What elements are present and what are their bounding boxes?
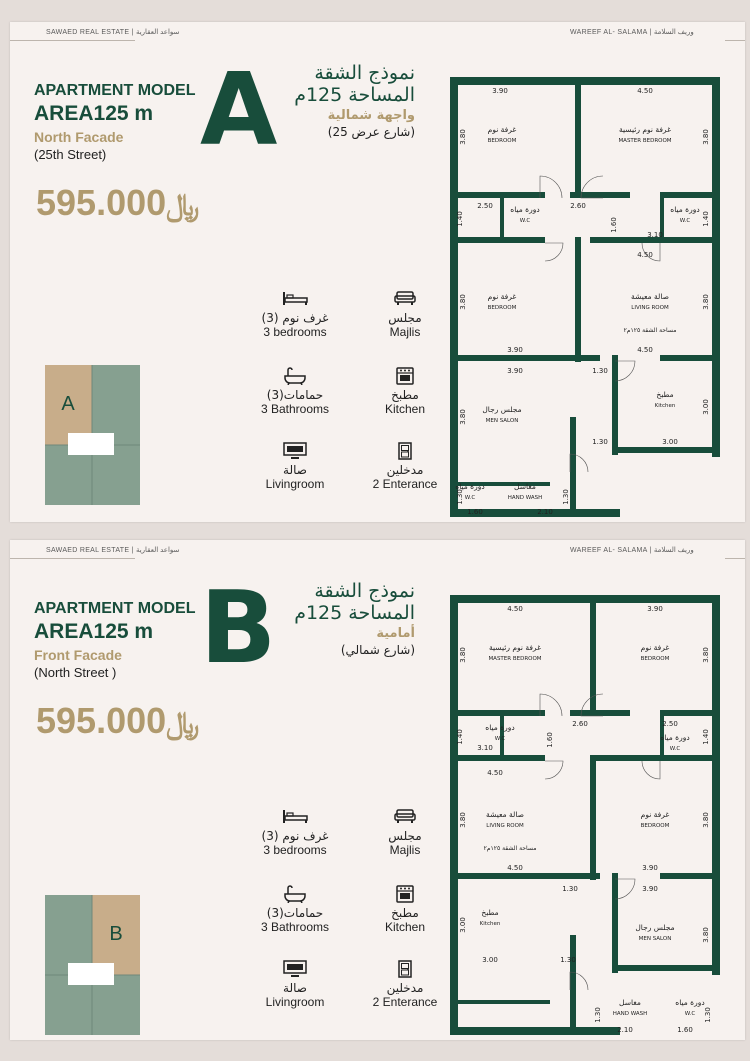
feature-label-en: 3 Bathrooms (260, 402, 330, 416)
wall (450, 77, 458, 517)
room-living-label-en: LIVING ROOM (631, 305, 669, 311)
apartment-area-note: مساحة الشقة ١٢٥م٢ (483, 845, 537, 852)
feature-label-ar: صالة (283, 463, 307, 477)
header-divider (10, 40, 135, 41)
feature-bathtub (240, 367, 350, 416)
wall (590, 755, 720, 761)
dimension: 1.30 (704, 1007, 712, 1023)
room-hand-wash-label-ar: مغاسل (514, 482, 536, 491)
dimension: 3.00 (482, 956, 498, 964)
feature-label-en: Livingroom (265, 477, 325, 491)
model-letter: B (200, 569, 277, 686)
feature-label-ar: مجلس (388, 311, 422, 325)
area-value: 125 m (93, 620, 154, 643)
room-wc-label-en: W.C (684, 1011, 696, 1017)
dimension: 3.80 (459, 812, 467, 828)
dimension: 3.80 (702, 294, 710, 310)
room-wc-label-ar: دورة مياه (455, 482, 485, 491)
title-arabic (294, 580, 415, 657)
room-bedroom-label-en: BEDROOM (487, 305, 517, 311)
dimension: 1.40 (456, 729, 464, 745)
feature-label-en: 2 Enterance (372, 995, 438, 1009)
feature-tv (240, 960, 350, 1009)
price-value: 595.000 (36, 700, 167, 741)
dimension: 3.10 (477, 744, 493, 752)
dimension: 3.90 (507, 367, 523, 375)
room-wc-label-ar: دورة مياه (675, 998, 705, 1007)
street-label-ar: (شارع شمالي) (340, 643, 415, 657)
room-men-salon-label-ar: مجلس رجال (635, 923, 675, 932)
wall (712, 595, 720, 975)
room-bedroom-label-en: BEDROOM (640, 823, 670, 829)
room-master-bedroom-label-ar: غرفة نوم رئيسية (619, 125, 671, 134)
page-model-a (10, 22, 745, 522)
features-grid (240, 808, 470, 1028)
dimension: 1.30 (592, 438, 608, 446)
wall (590, 755, 596, 880)
header-divider (725, 40, 745, 41)
feature-label-ar: غرف نوم (3) (261, 829, 329, 843)
header-right: WAREEF AL- SALAMA | وريف السلامة (570, 547, 694, 554)
room-wc-label-ar: دورة مياه (670, 205, 700, 214)
dimension: 1.30 (562, 489, 570, 505)
dimension: 1.30 (594, 1007, 602, 1023)
dimension: 3.80 (702, 647, 710, 663)
wall (570, 417, 576, 517)
room-men-salon-label-en: MEN SALON (485, 418, 519, 424)
bathtub-icon (240, 367, 350, 385)
area-label: AREA (34, 620, 94, 643)
dimension: 3.80 (459, 647, 467, 663)
dimension: 3.80 (459, 294, 467, 310)
dimension: 3.00 (702, 399, 710, 415)
feature-label-en: Majlis (389, 325, 421, 339)
feature-label-en: Kitchen (384, 920, 426, 934)
dimension: 4.50 (507, 864, 523, 872)
dimension: 3.80 (702, 129, 710, 145)
feature-label-en: 3 bedrooms (263, 843, 327, 857)
wall (450, 237, 545, 243)
feature-label-ar: حمامات(3) (266, 388, 324, 402)
dimension: 3.80 (459, 129, 467, 145)
wall (612, 965, 720, 971)
street-label: (25th Street) (34, 147, 107, 162)
room-wc-label-ar: دورة مياه (660, 733, 690, 742)
feature-bathtub (240, 885, 350, 934)
key-plan-graphic (45, 365, 140, 505)
key-plan-graphic (45, 895, 140, 1035)
room-kitchen-label-en: Kitchen (479, 921, 501, 927)
bed-icon (240, 808, 350, 826)
wall (590, 595, 596, 710)
room-kitchen-label-ar: مطبخ (481, 908, 499, 917)
dimension: 3.10 (647, 231, 663, 239)
dimension: 3.80 (459, 409, 467, 425)
feature-label-en: 2 Enterance (372, 477, 438, 491)
room-bedroom-label-en: BEDROOM (487, 138, 517, 144)
dimension: 2.10 (537, 508, 553, 516)
key-plan (45, 895, 140, 1035)
dimension: 2.50 (477, 202, 493, 210)
facade-label: North Facade (34, 129, 124, 145)
dimension: 1.40 (456, 211, 464, 227)
apartment-area-note: مساحة الشقة ١٢٥م٢ (623, 327, 677, 334)
room-wc-label-en: W.C (494, 736, 506, 742)
area-value: 125 m (93, 102, 154, 125)
wall (612, 873, 618, 973)
dimension: 4.50 (637, 87, 653, 95)
header-left: SAWAED REAL ESTATE | سواعد العقارية (46, 547, 180, 554)
dimension: 1.30 (560, 956, 576, 964)
wall (712, 77, 720, 457)
dimension: 2.50 (662, 720, 678, 728)
room-bedroom-label-ar: غرفة نوم (640, 643, 670, 652)
facade-label-ar: واجهة شمالية (327, 108, 415, 123)
currency-symbol: ﷼ (166, 189, 200, 222)
dimension: 3.00 (459, 917, 467, 933)
header-divider (725, 558, 745, 559)
wall (570, 192, 630, 198)
room-bedroom-label-ar: غرفة نوم (640, 810, 670, 819)
room-wc-label-en: W.C (669, 746, 681, 752)
feature-label-ar: مطبخ (391, 388, 419, 402)
dimension: 3.90 (507, 346, 523, 354)
dimension: 1.30 (562, 885, 578, 893)
feature-label-en: Kitchen (384, 402, 426, 416)
room-bedroom-label-ar: غرفة نوم (487, 125, 517, 134)
dimension: 1.60 (467, 508, 483, 516)
floor-plan (440, 77, 740, 522)
wall (450, 873, 600, 879)
dimension: 3.90 (642, 864, 658, 872)
dimension: 1.60 (610, 217, 618, 233)
dimension: 3.80 (702, 812, 710, 828)
dimension: 3.80 (702, 927, 710, 943)
key-plan-label: B (109, 923, 123, 945)
wall (660, 355, 720, 361)
model-label-ar: نموذج الشقة (314, 62, 415, 84)
dimension: 1.30 (456, 489, 464, 505)
dimension: 1.30 (592, 367, 608, 375)
model-label-ar: نموذج الشقة (314, 580, 415, 602)
dimension: 2.60 (572, 720, 588, 728)
wall (500, 198, 504, 237)
dimension: 2.60 (570, 202, 586, 210)
room-wc-label-ar: دورة مياه (485, 723, 515, 732)
door-swing (545, 243, 563, 261)
dimension: 3.90 (642, 885, 658, 893)
area-label-ar: المساحة 125م (294, 84, 415, 106)
feature-label-en: 3 Bathrooms (260, 920, 330, 934)
room-hand-wash-label-en: HAND WASH (612, 1011, 648, 1017)
price-value: 595.000 (36, 182, 167, 223)
area-label: AREA (34, 102, 94, 125)
feature-bed (240, 290, 350, 339)
feature-label-ar: حمامات(3) (266, 906, 324, 920)
room-hand-wash-label-en: HAND WASH (507, 495, 543, 501)
room-wc-label-en: W.C (519, 218, 531, 224)
page-model-b (10, 540, 745, 1040)
key-plan (45, 365, 140, 505)
wall (612, 355, 618, 455)
wall (450, 755, 545, 761)
room-master-bedroom-label-ar: غرفة نوم رئيسية (489, 643, 541, 652)
area-label-ar: المساحة 125م (294, 602, 415, 624)
wall (570, 710, 630, 716)
room-bedroom-label-en: BEDROOM (640, 656, 670, 662)
feature-label-ar: مدخلين (386, 463, 424, 477)
header-left: SAWAED REAL ESTATE | سواعد العقارية (46, 29, 180, 36)
wall (450, 595, 720, 603)
model-label: APARTMENT MODEL (34, 82, 196, 99)
room-hand-wash-label-ar: مغاسل (619, 998, 641, 1007)
wall (660, 710, 720, 716)
title-english (34, 600, 195, 680)
bed-icon (240, 290, 350, 308)
feature-tv (240, 442, 350, 491)
wall (612, 447, 720, 453)
room-kitchen-label-en: Kitchen (654, 403, 676, 409)
dimension: 3.90 (492, 87, 508, 95)
tv-icon (240, 960, 350, 978)
dimension: 1.40 (702, 729, 710, 745)
title-english (34, 82, 195, 162)
facade-label-ar: أمامية (376, 626, 415, 641)
dimension: 1.40 (702, 211, 710, 227)
feature-label-ar: صالة (283, 981, 307, 995)
feature-label-en: Majlis (389, 843, 421, 857)
currency-symbol: ﷼ (166, 707, 200, 740)
feature-bed (240, 808, 350, 857)
door-swing (642, 761, 660, 779)
room-men-salon-label-ar: مجلس رجال (482, 405, 522, 414)
header-divider (10, 558, 135, 559)
dimension: 4.50 (637, 346, 653, 354)
dimension: 4.50 (507, 605, 523, 613)
feature-label-ar: غرف نوم (3) (261, 311, 329, 325)
price (36, 182, 203, 224)
room-master-bedroom-label-en: MASTER BEDROOM (618, 138, 672, 144)
feature-label-ar: مدخلين (386, 981, 424, 995)
street-label-ar: (شارع عرض 25) (327, 125, 415, 139)
facade-label: Front Facade (34, 647, 122, 663)
wall (660, 873, 720, 879)
room-kitchen-label-ar: مطبخ (656, 390, 674, 399)
feature-label-ar: مطبخ (391, 906, 419, 920)
feature-label-ar: مجلس (388, 829, 422, 843)
room-living-label-en: LIVING ROOM (486, 823, 524, 829)
wall (450, 192, 545, 198)
room-bedroom-label-ar: غرفة نوم (487, 292, 517, 301)
wall (450, 1027, 620, 1035)
dimension: 3.90 (647, 605, 663, 613)
room-wc-label-en: W.C (464, 495, 476, 501)
street-label: (North Street ) (34, 665, 117, 680)
room-wc-label-en: W.C (679, 218, 691, 224)
title-arabic (294, 62, 415, 139)
dimension: 4.50 (487, 769, 503, 777)
model-letter: A (200, 51, 278, 168)
features-grid (240, 290, 470, 510)
tv-icon (240, 442, 350, 460)
wall (450, 77, 720, 85)
dimension: 4.50 (637, 251, 653, 259)
dimension: 1.60 (546, 732, 554, 748)
room-living-label-ar: صالة معيشة (631, 292, 669, 301)
room-wc-label-ar: دورة مياه (510, 205, 540, 214)
wall (450, 595, 458, 1035)
wall (450, 710, 545, 716)
dimension: 2.10 (617, 1026, 633, 1034)
key-plan-label: A (61, 393, 75, 415)
model-label: APARTMENT MODEL (34, 600, 196, 617)
door-swing (545, 761, 563, 779)
price (36, 700, 203, 742)
room-master-bedroom-label-en: MASTER BEDROOM (488, 656, 542, 662)
room-men-salon-label-en: MEN SALON (638, 936, 672, 942)
wall (575, 77, 581, 192)
feature-label-en: 3 bedrooms (263, 325, 327, 339)
room-living-label-ar: صالة معيشة (486, 810, 524, 819)
header-right: WAREEF AL- SALAMA | وريف السلامة (570, 29, 694, 36)
dimension: 1.60 (677, 1026, 693, 1034)
wall (450, 1000, 550, 1004)
floor-plan (440, 595, 740, 1040)
bathtub-icon (240, 885, 350, 903)
wall (660, 192, 720, 198)
wall (570, 935, 576, 1035)
dimension: 3.00 (662, 438, 678, 446)
wall (575, 237, 581, 362)
feature-label-en: Livingroom (265, 995, 325, 1009)
